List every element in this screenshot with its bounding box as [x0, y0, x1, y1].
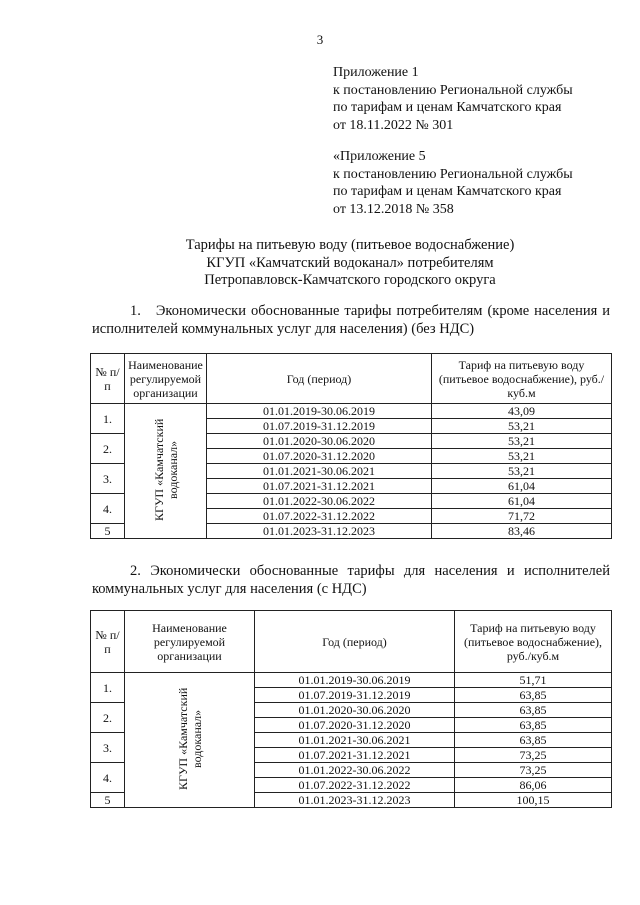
tariff-cell: 43,09 [432, 404, 612, 419]
section-1-number: 1. [130, 303, 141, 319]
period-cell: 01.01.2022-30.06.2022 [255, 763, 455, 778]
section-2-number: 2. [130, 563, 141, 579]
header-num: № п/п [91, 354, 125, 404]
period-cell: 01.01.2021-30.06.2021 [255, 733, 455, 748]
row-number: 4. [91, 494, 125, 524]
section-2-heading-text: Экономически обоснованные тарифы для населения и исполнителей коммунальных услуг для населения (с НДС) [92, 563, 610, 597]
header-period: Год (период) [255, 611, 455, 673]
period-cell: 01.07.2019-31.12.2019 [207, 419, 432, 434]
tariff-cell: 71,72 [432, 509, 612, 524]
appendix-5-reference [333, 148, 573, 218]
appendix-1-line: по тарифам и ценам Камчатского края [333, 100, 562, 115]
appendix-1-reference [333, 64, 573, 134]
period-cell: 01.01.2022-30.06.2022 [207, 494, 432, 509]
document-title-line: Тарифы на питьевую воду (питьевое водоснабжение) [185, 237, 515, 253]
row-number: 1. [91, 673, 125, 703]
tariff-cell: 63,85 [455, 688, 612, 703]
period-cell: 01.07.2020-31.12.2020 [207, 449, 432, 464]
row-number: 5 [91, 793, 125, 808]
tariff-cell: 53,21 [432, 434, 612, 449]
tariff-cell: 53,21 [432, 464, 612, 479]
period-cell: 01.01.2020-30.06.2020 [255, 703, 455, 718]
period-cell: 01.07.2022-31.12.2022 [207, 509, 432, 524]
period-cell: 01.01.2023-31.12.2023 [255, 793, 455, 808]
appendix-5-line: «Приложение 5 [333, 149, 426, 164]
tariff-cell: 51,71 [455, 673, 612, 688]
page-number: 3 [316, 32, 324, 47]
period-cell: 01.01.2019-30.06.2019 [207, 404, 432, 419]
tariff-cell: 86,06 [455, 778, 612, 793]
period-cell: 01.01.2023-31.12.2023 [207, 524, 432, 539]
org-name-cell [125, 404, 207, 539]
tariff-table-1 [90, 353, 612, 539]
row-number: 3. [91, 464, 125, 494]
org-name-cell [125, 673, 255, 808]
appendix-5-line: к постановлению Региональной службы [333, 166, 573, 182]
appendix-5-line: по тарифам и ценам Камчатского края [333, 184, 562, 199]
period-cell: 01.07.2021-31.12.2021 [207, 479, 432, 494]
row-number: 3. [91, 733, 125, 763]
header-org: Наименование регулируемой организации [125, 354, 207, 404]
period-cell: 01.07.2019-31.12.2019 [255, 688, 455, 703]
row-number: 2. [91, 703, 125, 733]
tariff-cell: 53,21 [432, 449, 612, 464]
appendix-1-line: к постановлению Региональной службы [333, 82, 573, 98]
header-org: Наименование регулируемой организации [125, 611, 255, 673]
period-cell: 01.01.2019-30.06.2019 [255, 673, 455, 688]
section-2-heading [92, 563, 610, 598]
period-cell: 01.01.2021-30.06.2021 [207, 464, 432, 479]
period-cell: 01.07.2022-31.12.2022 [255, 778, 455, 793]
section-1-heading-text: Экономически обоснованные тарифы потребителям (кроме населения и исполнителей коммунальных услуг для населения) (без НДС) [92, 303, 611, 337]
header-tariff: Тариф на питьевую воду (питьевое водоснабжение), руб./куб.м [455, 611, 612, 673]
appendix-1-line: Приложение 1 [333, 65, 419, 80]
document-title-line: КГУП «Камчатский водоканал» потребителям [206, 254, 494, 271]
section-1-heading [92, 303, 610, 338]
appendix-1-line: от 18.11.2022 № 301 [333, 117, 454, 133]
tariff-cell: 100,15 [455, 793, 612, 808]
tariff-cell: 83,46 [432, 524, 612, 539]
header-num: № п/п [91, 611, 125, 673]
row-number: 2. [91, 434, 125, 464]
appendix-5-line: от 13.12.2018 № 358 [333, 201, 454, 217]
row-number: 1. [91, 404, 125, 434]
period-cell: 01.07.2021-31.12.2021 [255, 748, 455, 763]
row-number: 4. [91, 763, 125, 793]
header-tariff: Тариф на питьевую воду (питьевое водоснабжение), руб./куб.м [432, 354, 612, 404]
document-title-line: Петропавловск-Камчатского городского округа [204, 272, 496, 288]
tariff-cell: 63,85 [455, 718, 612, 733]
tariff-cell: 53,21 [432, 419, 612, 434]
document-title [60, 237, 640, 290]
tariff-cell: 63,85 [455, 703, 612, 718]
tariff-cell: 61,04 [432, 494, 612, 509]
org-name: КГУП «Камчатский водоканал» [151, 418, 180, 521]
tariff-cell: 63,85 [455, 733, 612, 748]
tariff-cell: 61,04 [432, 479, 612, 494]
tariff-table-2 [90, 610, 612, 808]
period-cell: 01.01.2020-30.06.2020 [207, 434, 432, 449]
tariff-cell: 73,25 [455, 748, 612, 763]
tariff-cell: 73,25 [455, 763, 612, 778]
period-cell: 01.07.2020-31.12.2020 [255, 718, 455, 733]
row-number: 5 [91, 524, 125, 539]
header-period: Год (период) [207, 354, 432, 404]
org-name: КГУП «Камчатский водоканал» [175, 687, 204, 790]
